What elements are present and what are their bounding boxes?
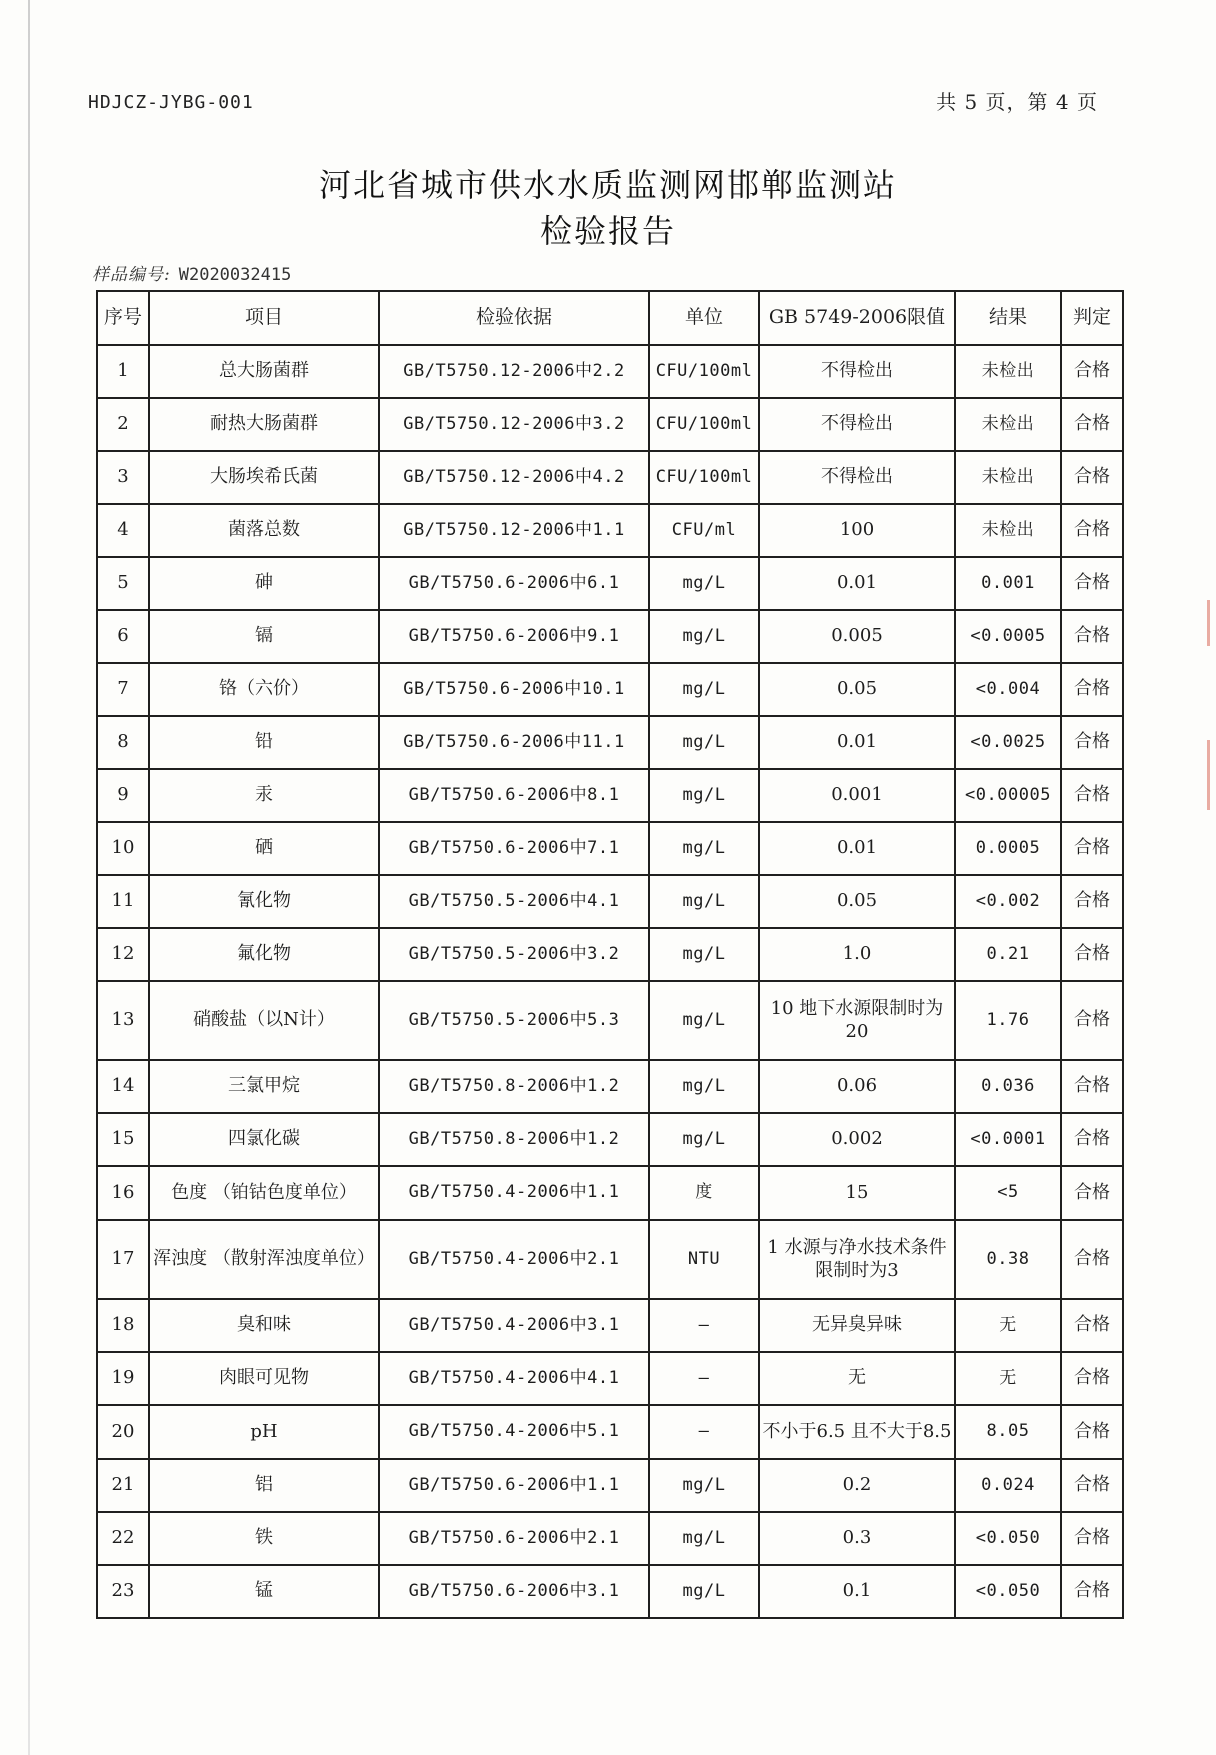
cell-unit: mg/L [649, 716, 759, 769]
cell-item: pH [149, 1405, 379, 1459]
cell-limit: 不小于6.5 且不大于8.5 [759, 1405, 955, 1459]
cell-unit: CFU/100ml [649, 398, 759, 451]
cell-item: 氰化物 [149, 875, 379, 928]
table-row [97, 1512, 1123, 1565]
table-row [97, 1166, 1123, 1220]
cell-unit: mg/L [649, 1060, 759, 1113]
cell-method: GB/T5750.8-2006中1.2 [379, 1060, 649, 1113]
cell-verdict: 合格 [1061, 1166, 1123, 1220]
cell-result: 0.024 [955, 1459, 1061, 1512]
cell-result: <0.0001 [955, 1113, 1061, 1166]
header-method: 检验依据 [379, 291, 649, 345]
header-verdict: 判定 [1061, 291, 1123, 345]
cell-item: 大肠埃希氏菌 [149, 451, 379, 504]
table-row [97, 1565, 1123, 1618]
table-row [97, 345, 1123, 398]
cell-no: 9 [97, 769, 149, 822]
cell-result: <0.004 [955, 663, 1061, 716]
cell-limit: 0.3 [759, 1512, 955, 1565]
cell-verdict: 合格 [1061, 1060, 1123, 1113]
cell-item: 镉 [149, 610, 379, 663]
cell-no: 18 [97, 1299, 149, 1352]
cell-result: <0.0005 [955, 610, 1061, 663]
cell-unit: mg/L [649, 610, 759, 663]
cell-result: <0.00005 [955, 769, 1061, 822]
page-number: 共 5 页，第 4 页 [936, 90, 1098, 114]
table-row [97, 1352, 1123, 1405]
table-row [97, 1299, 1123, 1352]
cell-item: 浑浊度 （散射浑浊度单位） [149, 1220, 379, 1299]
cell-method: GB/T5750.4-2006中1.1 [379, 1166, 649, 1220]
cell-no: 12 [97, 928, 149, 981]
cell-limit: 无 [759, 1352, 955, 1405]
cell-item: 砷 [149, 557, 379, 610]
cell-verdict: 合格 [1061, 928, 1123, 981]
cell-verdict: 合格 [1061, 716, 1123, 769]
cell-unit: mg/L [649, 1565, 759, 1618]
cell-limit: 不得检出 [759, 345, 955, 398]
cell-method: GB/T5750.6-2006中11.1 [379, 716, 649, 769]
cell-limit: 0.005 [759, 610, 955, 663]
cell-verdict: 合格 [1061, 822, 1123, 875]
cell-no: 5 [97, 557, 149, 610]
cell-no: 2 [97, 398, 149, 451]
table-row [97, 875, 1123, 928]
cell-result: 0.21 [955, 928, 1061, 981]
cell-result: 无 [955, 1299, 1061, 1352]
cell-item: 汞 [149, 769, 379, 822]
cell-result: <0.0025 [955, 716, 1061, 769]
table-row [97, 1405, 1123, 1459]
cell-no: 1 [97, 345, 149, 398]
header-no: 序号 [97, 291, 149, 345]
sample-number-value: W2020032415 [178, 265, 292, 285]
header-item: 项目 [149, 291, 379, 345]
cell-verdict: 合格 [1061, 1512, 1123, 1565]
cell-method: GB/T5750.8-2006中1.2 [379, 1113, 649, 1166]
results-table [96, 290, 1124, 1619]
cell-method: GB/T5750.4-2006中2.1 [379, 1220, 649, 1299]
cell-no: 15 [97, 1113, 149, 1166]
table-row [97, 716, 1123, 769]
cell-verdict: 合格 [1061, 1220, 1123, 1299]
cell-no: 6 [97, 610, 149, 663]
cell-result: 未检出 [955, 345, 1061, 398]
table-row [97, 822, 1123, 875]
cell-item: 硒 [149, 822, 379, 875]
cell-method: GB/T5750.12-2006中1.1 [379, 504, 649, 557]
cell-method: GB/T5750.4-2006中5.1 [379, 1405, 649, 1459]
cell-verdict: 合格 [1061, 1565, 1123, 1618]
cell-item: 四氯化碳 [149, 1113, 379, 1166]
cell-unit: NTU [649, 1220, 759, 1299]
cell-method: GB/T5750.12-2006中2.2 [379, 345, 649, 398]
cell-verdict: 合格 [1061, 610, 1123, 663]
cell-result: <0.050 [955, 1512, 1061, 1565]
cell-verdict: 合格 [1061, 769, 1123, 822]
table-row [97, 398, 1123, 451]
cell-method: GB/T5750.12-2006中3.2 [379, 398, 649, 451]
table-row [97, 928, 1123, 981]
header-unit: 单位 [649, 291, 759, 345]
cell-result: 无 [955, 1352, 1061, 1405]
cell-method: GB/T5750.6-2006中2.1 [379, 1512, 649, 1565]
cell-unit: mg/L [649, 928, 759, 981]
cell-limit: 不得检出 [759, 451, 955, 504]
cell-method: GB/T5750.5-2006中4.1 [379, 875, 649, 928]
table-row [97, 1060, 1123, 1113]
cell-verdict: 合格 [1061, 1459, 1123, 1512]
cell-limit: 0.01 [759, 822, 955, 875]
cell-result: 0.0005 [955, 822, 1061, 875]
cell-result: <5 [955, 1166, 1061, 1220]
cell-method: GB/T5750.6-2006中1.1 [379, 1459, 649, 1512]
cell-item: 耐热大肠菌群 [149, 398, 379, 451]
cell-unit: CFU/ml [649, 504, 759, 557]
cell-no: 14 [97, 1060, 149, 1113]
cell-no: 8 [97, 716, 149, 769]
cell-unit: mg/L [649, 822, 759, 875]
cell-verdict: 合格 [1061, 1405, 1123, 1459]
cell-result: 0.38 [955, 1220, 1061, 1299]
report-subtitle: 检验报告 [539, 212, 676, 250]
cell-unit: mg/L [649, 1459, 759, 1512]
cell-verdict: 合格 [1061, 981, 1123, 1060]
cell-method: GB/T5750.4-2006中3.1 [379, 1299, 649, 1352]
cell-limit: 0.1 [759, 1565, 955, 1618]
cell-verdict: 合格 [1061, 1352, 1123, 1405]
cell-method: GB/T5750.6-2006中6.1 [379, 557, 649, 610]
cell-verdict: 合格 [1061, 345, 1123, 398]
cell-limit: 100 [759, 504, 955, 557]
cell-item: 硝酸盐（以N计） [149, 981, 379, 1060]
cell-verdict: 合格 [1061, 557, 1123, 610]
cell-result: 未检出 [955, 398, 1061, 451]
header-result: 结果 [955, 291, 1061, 345]
cell-verdict: 合格 [1061, 451, 1123, 504]
cell-unit: CFU/100ml [649, 345, 759, 398]
table-row [97, 1220, 1123, 1299]
cell-no: 17 [97, 1220, 149, 1299]
table-row [97, 610, 1123, 663]
cell-result: 0.036 [955, 1060, 1061, 1113]
cell-unit: — [649, 1299, 759, 1352]
cell-unit: CFU/100ml [649, 451, 759, 504]
table-header-row [97, 291, 1123, 345]
cell-item: 三氯甲烷 [149, 1060, 379, 1113]
cell-limit: 0.01 [759, 716, 955, 769]
cell-method: GB/T5750.12-2006中4.2 [379, 451, 649, 504]
seal-mark [1189, 600, 1210, 646]
cell-limit: 0.001 [759, 769, 955, 822]
cell-result: <0.050 [955, 1565, 1061, 1618]
report-title: 河北省城市供水水质监测网邯郸监测站 [318, 166, 897, 204]
cell-unit: 度 [649, 1166, 759, 1220]
cell-limit: 10 地下水源限制时为 20 [759, 981, 955, 1060]
cell-no: 23 [97, 1565, 149, 1618]
cell-no: 11 [97, 875, 149, 928]
cell-no: 4 [97, 504, 149, 557]
cell-unit: mg/L [649, 1113, 759, 1166]
cell-limit: 1 水源与净水技术条件限制时为3 [759, 1220, 955, 1299]
cell-method: GB/T5750.6-2006中10.1 [379, 663, 649, 716]
cell-limit: 0.05 [759, 875, 955, 928]
cell-limit: 0.2 [759, 1459, 955, 1512]
seal-mark [1189, 740, 1210, 810]
cell-limit: 不得检出 [759, 398, 955, 451]
table-row [97, 557, 1123, 610]
cell-item: 铁 [149, 1512, 379, 1565]
cell-verdict: 合格 [1061, 1113, 1123, 1166]
cell-result: 未检出 [955, 504, 1061, 557]
cell-result: 8.05 [955, 1405, 1061, 1459]
cell-no: 16 [97, 1166, 149, 1220]
cell-verdict: 合格 [1061, 1299, 1123, 1352]
cell-unit: mg/L [649, 1512, 759, 1565]
cell-limit: 0.05 [759, 663, 955, 716]
cell-verdict: 合格 [1061, 875, 1123, 928]
cell-method: GB/T5750.5-2006中3.2 [379, 928, 649, 981]
cell-unit: mg/L [649, 875, 759, 928]
cell-result: 1.76 [955, 981, 1061, 1060]
cell-item: 锰 [149, 1565, 379, 1618]
table-row [97, 504, 1123, 557]
document-code: HDJCZ-JYBG-001 [88, 92, 254, 113]
cell-unit: mg/L [649, 557, 759, 610]
page-edge [28, 0, 30, 1755]
header-limit: GB 5749-2006限值 [759, 291, 955, 345]
cell-item: 臭和味 [149, 1299, 379, 1352]
cell-method: GB/T5750.6-2006中8.1 [379, 769, 649, 822]
table-row [97, 663, 1123, 716]
cell-item: 氟化物 [149, 928, 379, 981]
cell-limit: 0.002 [759, 1113, 955, 1166]
cell-unit: mg/L [649, 769, 759, 822]
cell-limit: 无异臭异味 [759, 1299, 955, 1352]
cell-no: 13 [97, 981, 149, 1060]
table-row [97, 981, 1123, 1060]
cell-result: <0.002 [955, 875, 1061, 928]
cell-item: 铬（六价） [149, 663, 379, 716]
cell-method: GB/T5750.5-2006中5.3 [379, 981, 649, 1060]
cell-verdict: 合格 [1061, 398, 1123, 451]
cell-unit: mg/L [649, 663, 759, 716]
cell-method: GB/T5750.6-2006中7.1 [379, 822, 649, 875]
sample-number-label: 样品编号: [92, 265, 171, 285]
table-row [97, 1459, 1123, 1512]
cell-item: 铅 [149, 716, 379, 769]
cell-item: 肉眼可见物 [149, 1352, 379, 1405]
table-row [97, 1113, 1123, 1166]
cell-no: 10 [97, 822, 149, 875]
sample-number [92, 260, 291, 285]
cell-item: 铝 [149, 1459, 379, 1512]
cell-item: 菌落总数 [149, 504, 379, 557]
cell-unit: mg/L [649, 981, 759, 1060]
cell-method: GB/T5750.4-2006中4.1 [379, 1352, 649, 1405]
cell-method: GB/T5750.6-2006中9.1 [379, 610, 649, 663]
cell-no: 19 [97, 1352, 149, 1405]
cell-limit: 15 [759, 1166, 955, 1220]
cell-method: GB/T5750.6-2006中3.1 [379, 1565, 649, 1618]
cell-limit: 0.06 [759, 1060, 955, 1113]
table-row [97, 769, 1123, 822]
cell-unit: — [649, 1352, 759, 1405]
cell-result: 未检出 [955, 451, 1061, 504]
cell-limit: 0.01 [759, 557, 955, 610]
cell-no: 22 [97, 1512, 149, 1565]
cell-item: 色度 （铂钴色度单位） [149, 1166, 379, 1220]
cell-no: 20 [97, 1405, 149, 1459]
cell-verdict: 合格 [1061, 504, 1123, 557]
cell-limit: 1.0 [759, 928, 955, 981]
table-row [97, 451, 1123, 504]
cell-verdict: 合格 [1061, 663, 1123, 716]
cell-no: 7 [97, 663, 149, 716]
cell-result: 0.001 [955, 557, 1061, 610]
cell-no: 3 [97, 451, 149, 504]
cell-item: 总大肠菌群 [149, 345, 379, 398]
cell-no: 21 [97, 1459, 149, 1512]
cell-unit: — [649, 1405, 759, 1459]
